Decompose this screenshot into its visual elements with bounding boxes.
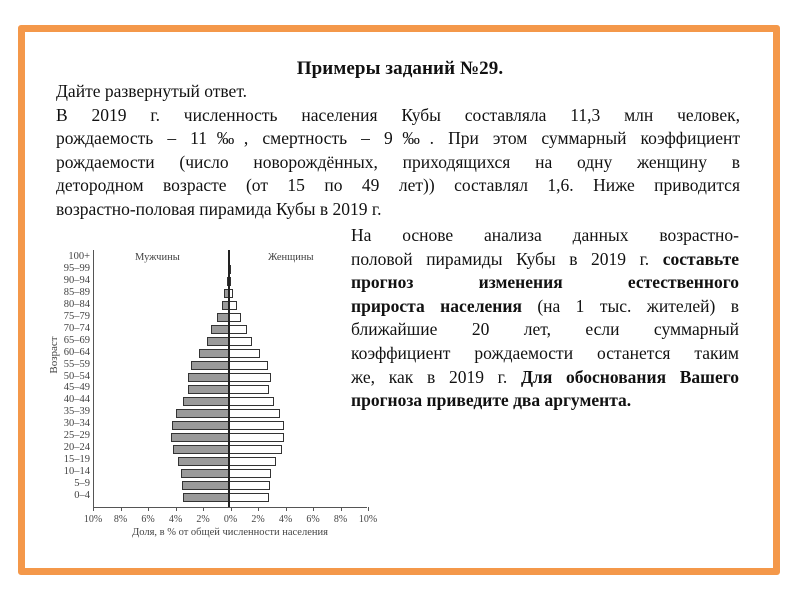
bar-male bbox=[171, 433, 229, 442]
bar-male bbox=[188, 385, 229, 394]
bar-female bbox=[229, 481, 270, 490]
y-axis bbox=[93, 250, 94, 507]
page-title: Примеры заданий №29. bbox=[296, 58, 504, 79]
x-tick-mark bbox=[368, 507, 369, 511]
bar-female bbox=[229, 337, 252, 346]
x-tick-mark bbox=[286, 507, 287, 511]
y-tick-label: 80–84 bbox=[63, 298, 90, 310]
bar-male bbox=[191, 361, 230, 370]
task-line bbox=[351, 366, 739, 390]
y-tick-label: 55–59 bbox=[63, 358, 90, 370]
y-tick-label: 75–79 bbox=[63, 310, 90, 322]
task-line bbox=[351, 389, 739, 413]
task-text-normal: же, как в 2019 г. bbox=[351, 366, 521, 387]
intro-line-instruction: Дайте развернутый ответ. bbox=[56, 81, 248, 101]
bar-female bbox=[229, 373, 271, 382]
x-tick-label: 2% bbox=[251, 514, 265, 525]
x-tick-mark bbox=[203, 507, 204, 511]
intro-text bbox=[56, 80, 740, 222]
x-tick-mark bbox=[258, 507, 259, 511]
legend-female: Женщины bbox=[268, 252, 314, 263]
x-tick-label: 8% bbox=[113, 514, 128, 525]
x-tick-mark bbox=[313, 507, 314, 511]
x-tick-mark bbox=[176, 507, 177, 511]
y-tick-label: 0–4 bbox=[74, 490, 90, 501]
y-tick-label: 35–39 bbox=[63, 406, 90, 418]
y-tick-label: 50–54 bbox=[63, 370, 90, 382]
center-line bbox=[228, 250, 230, 507]
bar-male bbox=[183, 397, 229, 406]
x-tick-mark bbox=[93, 507, 94, 511]
bar-male bbox=[183, 493, 229, 502]
y-tick-label: 85–89 bbox=[63, 286, 90, 298]
task-line: На основе анализа данных возрастно- bbox=[351, 225, 739, 245]
intro-line: рождаемости (число новорождённых, приходящихся на одну женщину в bbox=[56, 151, 740, 172]
x-tick-mark bbox=[341, 507, 342, 511]
bar-female bbox=[229, 457, 276, 466]
task-text-bold: прогноза приведите два аргумента. bbox=[351, 390, 632, 411]
task-line: коэффициент рождаемости останется таким bbox=[351, 342, 739, 363]
x-tick-label: 10% bbox=[83, 514, 103, 525]
x-tick-label: 4% bbox=[278, 514, 293, 525]
x-tick-label: 4% bbox=[168, 514, 183, 525]
x-tick-label: 6% bbox=[306, 514, 320, 525]
y-tick-label: 100+ bbox=[68, 251, 90, 262]
x-tick-label: 10% bbox=[358, 514, 378, 525]
x-tick-label: 0% bbox=[223, 514, 238, 525]
bar-female bbox=[229, 301, 237, 310]
task-text bbox=[351, 224, 739, 413]
x-tick-label: 8% bbox=[333, 514, 348, 525]
bar-female bbox=[229, 325, 247, 334]
y-tick-label: 95–99 bbox=[63, 262, 90, 274]
task-text-bold: Для обоснования Вашего bbox=[520, 366, 739, 387]
y-tick-label: 25–29 bbox=[63, 430, 90, 442]
x-tick-mark bbox=[231, 507, 232, 511]
task-line bbox=[351, 248, 739, 272]
bar-female bbox=[229, 397, 274, 406]
y-tick-label: 40–44 bbox=[63, 394, 90, 406]
x-axis-title: Доля, в % от общей численности населения bbox=[132, 527, 328, 538]
bar-female bbox=[229, 433, 284, 442]
bar-male bbox=[211, 325, 229, 334]
intro-line: рождаемость – 11‰, смертность – 9‰. При этом суммарный коэффициент bbox=[56, 128, 740, 149]
y-tick-label: 65–69 bbox=[63, 334, 90, 346]
y-tick-label: 60–64 bbox=[63, 346, 90, 358]
intro-line: детородном возрасте (от 15 по 49 лет)) составлял 1,6. Ниже приводится bbox=[56, 175, 740, 196]
intro-line: возрастно-половая пирамида Кубы в 2019 г. bbox=[56, 198, 382, 219]
y-tick-label: 90–94 bbox=[63, 274, 90, 286]
task-text-normal: половой пирамиды Кубы в 2019 г. bbox=[351, 248, 663, 269]
y-tick-label: 70–74 bbox=[63, 322, 90, 334]
bar-female bbox=[229, 385, 269, 394]
x-tick-mark bbox=[148, 507, 149, 511]
bar-male bbox=[172, 421, 229, 430]
task-text-bold: составьте bbox=[662, 248, 739, 269]
bar-male bbox=[182, 481, 229, 490]
population-pyramid-chart bbox=[40, 245, 380, 545]
task-text-normal: (на 1 тыс. жителей) в bbox=[521, 295, 739, 316]
y-tick-label: 5–9 bbox=[74, 478, 90, 490]
bar-male bbox=[207, 337, 229, 346]
bar-male bbox=[199, 349, 229, 358]
task-line: ближайшие 20 лет, если суммарный bbox=[351, 319, 739, 340]
bar-female bbox=[229, 469, 271, 478]
bar-male bbox=[173, 445, 229, 454]
legend-male: Мужчины bbox=[135, 252, 180, 263]
y-tick-label: 10–14 bbox=[63, 466, 90, 478]
bar-female bbox=[229, 313, 241, 322]
task-line bbox=[351, 295, 739, 319]
bar-male bbox=[178, 457, 229, 466]
intro-line: В 2019 г. численность населения Кубы составляла 11,3 млн человек, bbox=[56, 104, 740, 125]
bar-female bbox=[229, 409, 280, 418]
bar-male bbox=[176, 409, 229, 418]
bar-male bbox=[181, 469, 229, 478]
x-tick-label: 6% bbox=[141, 514, 155, 525]
task-text-bold: прироста населения bbox=[351, 295, 522, 316]
y-tick-label: 30–34 bbox=[63, 418, 90, 430]
y-tick-label: 15–19 bbox=[63, 454, 90, 466]
bar-female bbox=[229, 445, 282, 454]
y-tick-label: 20–24 bbox=[63, 442, 90, 454]
bar-female bbox=[229, 421, 284, 430]
task-text-bold: прогноз изменения естественного bbox=[351, 272, 739, 293]
bar-female bbox=[229, 493, 269, 502]
x-tick-mark bbox=[121, 507, 122, 511]
bar-female bbox=[229, 361, 268, 370]
bar-female bbox=[229, 349, 260, 358]
bar-male bbox=[188, 373, 229, 382]
y-axis-title: Возраст bbox=[48, 336, 60, 374]
x-tick-label: 2% bbox=[196, 514, 210, 525]
y-tick-label: 45–49 bbox=[63, 382, 90, 394]
task-line bbox=[351, 271, 739, 295]
